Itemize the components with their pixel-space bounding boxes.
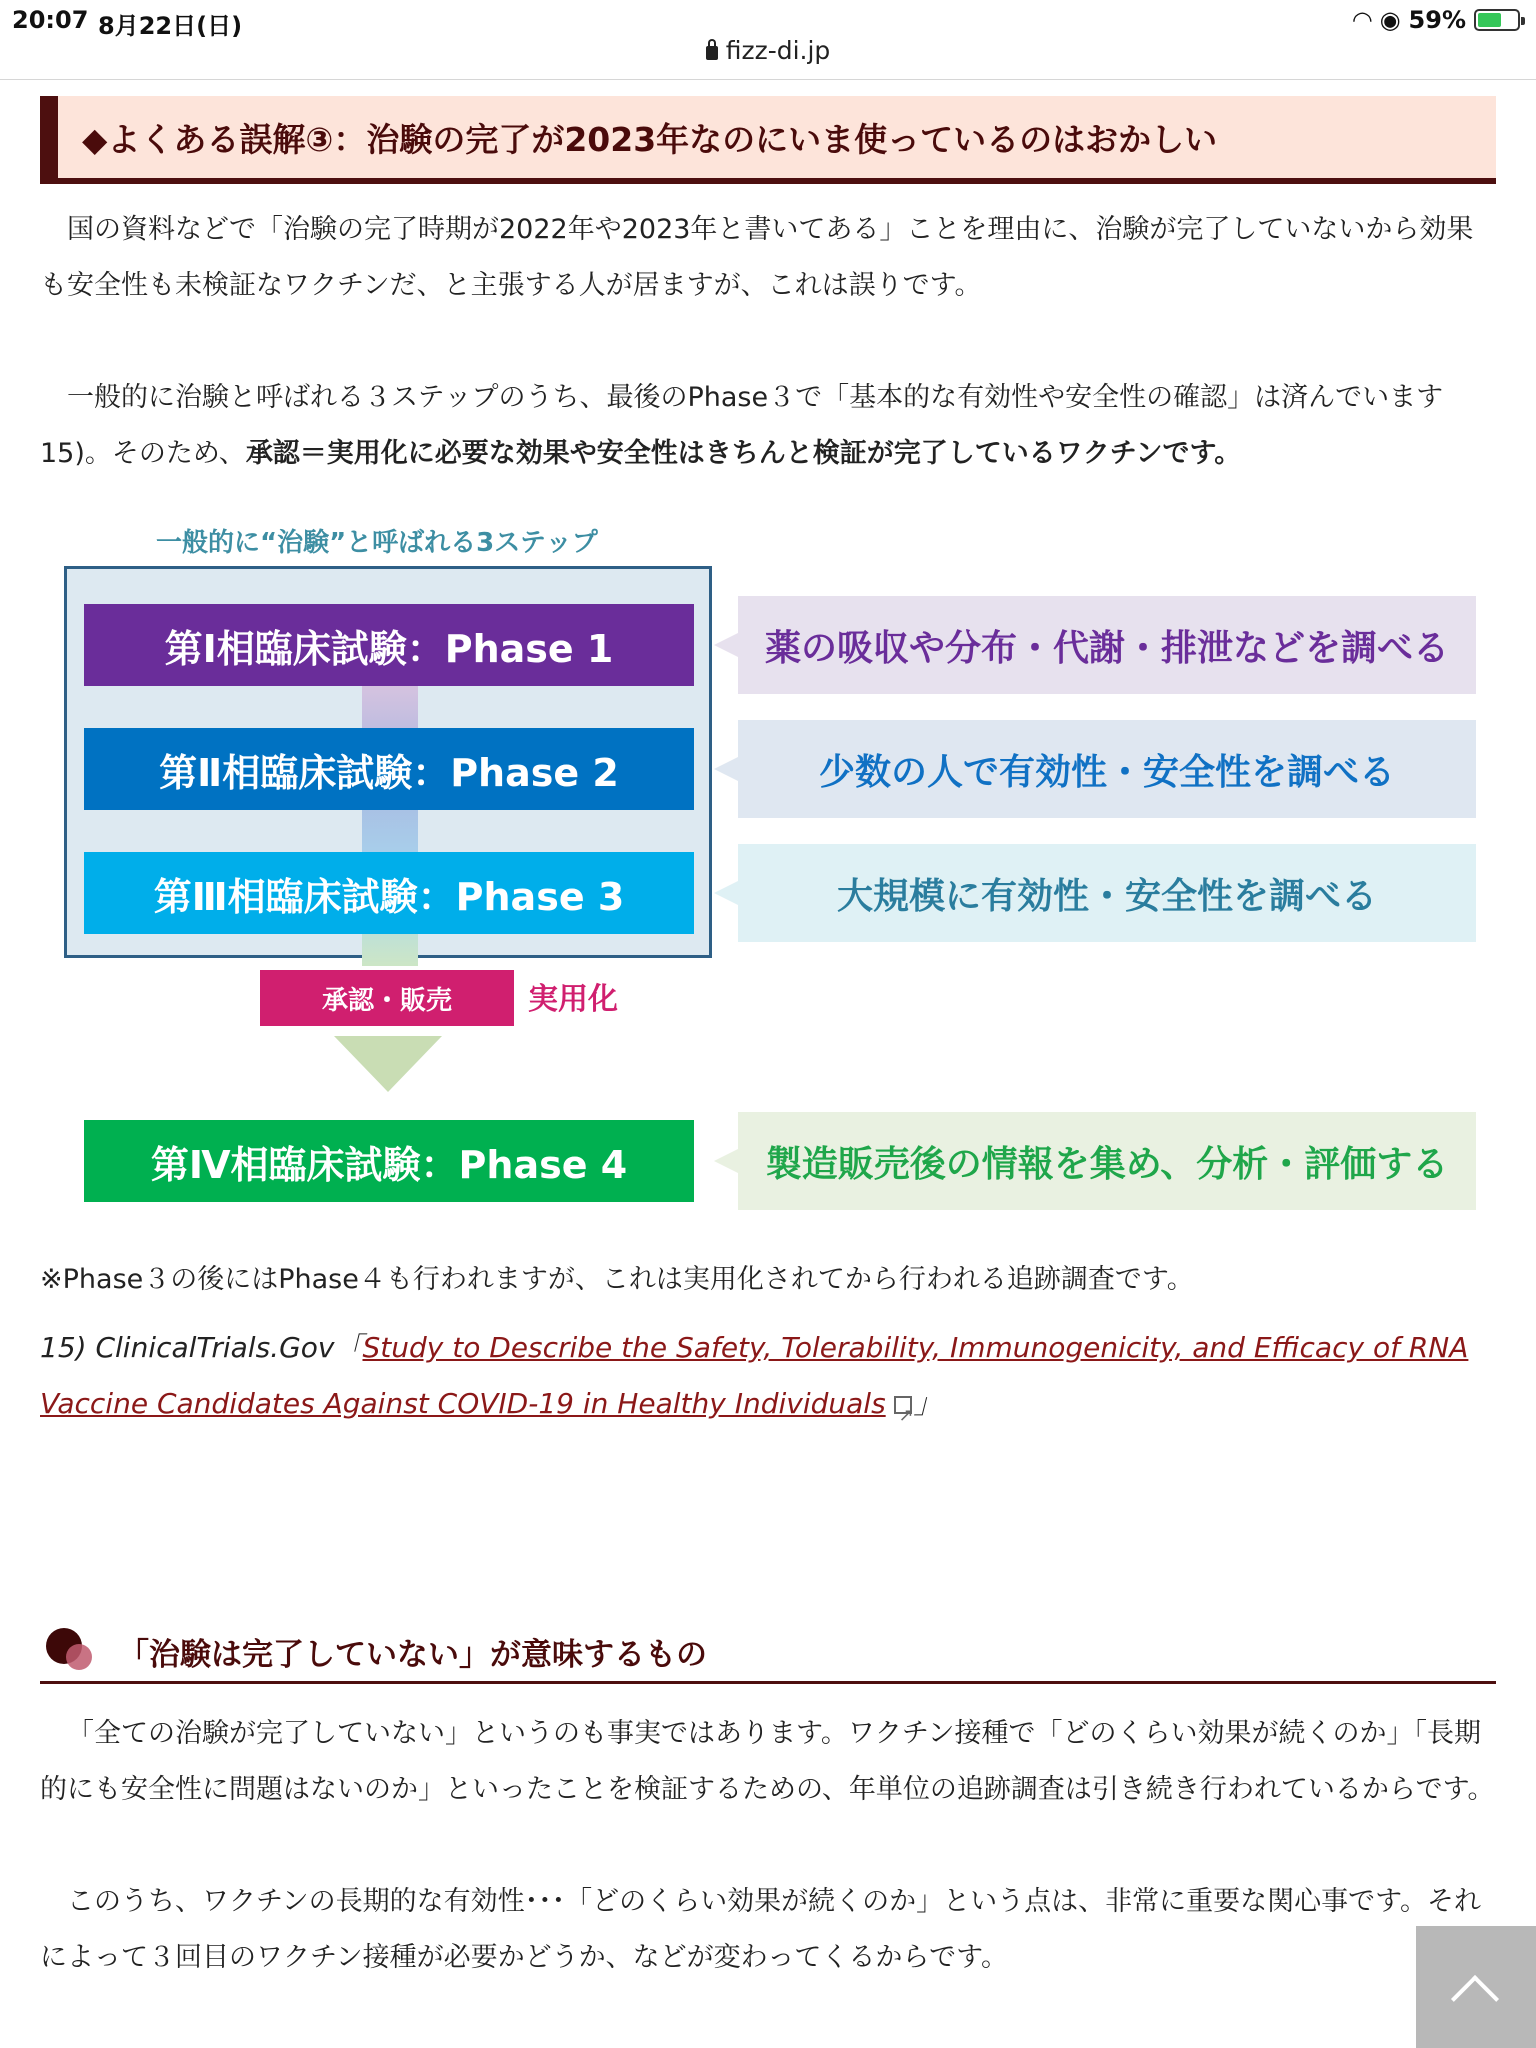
phase-note: ※Phase３の後にはPhase４も行われますが、これは実用化されてから行われる追跡調査です。 xyxy=(40,1264,1194,1295)
phase-4-box: 第Ⅳ相臨床試験：Phase 4 xyxy=(84,1120,694,1202)
battery-icon xyxy=(1474,9,1520,31)
address-bar[interactable] xyxy=(0,36,1536,80)
phase-1-description: 薬の吸収や分布・代謝・排泄などを調べる xyxy=(738,596,1476,694)
orientation-lock-icon: ◉ xyxy=(1379,6,1401,34)
phase-2-description: 少数の人で有効性・安全性を調べる xyxy=(738,720,1476,818)
paragraph-2-bold: 承認＝実用化に必要な効果や安全性はきちんと検証が完了しているワクチンです。 xyxy=(245,438,1242,469)
status-time: 20:07 xyxy=(12,6,89,34)
paragraph-2-text: 一般的に治験と呼ばれる３ステップのうち、最後のPhase３で「基本的な有効性や安全性の確認」は済んでいます15)。そのため、 xyxy=(40,382,1444,469)
article-content xyxy=(40,96,1496,1986)
subsection-paragraph-1: 「全ての治験が完了していない」というのも事実ではあります。ワクチン接種で「どのくらい効果が続くのか」「長期的にも安全性に問題はないのか」といったことを検証するための、年単位の追跡調査は引き続き行われているからです。 xyxy=(40,1718,1495,1805)
external-link-icon xyxy=(894,1396,912,1414)
phase-1-box: 第Ⅰ相臨床試験：Phase 1 xyxy=(84,604,694,686)
diagram-title: 一般的に“治験”と呼ばれる3ステップ xyxy=(156,528,598,558)
phase-4-pointer xyxy=(714,1149,738,1173)
phase-2-pointer xyxy=(714,757,738,781)
status-right xyxy=(1353,6,1520,34)
section-heading: ◆よくある誤解③：治験の完了が2023年なのにいま使っているのはおかしい xyxy=(40,96,1496,184)
wifi-icon: ◠ xyxy=(1353,6,1372,34)
phase-3-pointer xyxy=(714,881,738,905)
subsection-paragraph-2: このうち、ワクチンの長期的な有効性･･･「どのくらい効果が続くのか」という点は、非常に重要な関心事です。それによって３回目のワクチン接種が必要かどうか、などが変わってくるからです。 xyxy=(40,1886,1481,1973)
down-arrow-icon xyxy=(334,1036,442,1092)
scroll-to-top-button[interactable] xyxy=(1416,1926,1536,2048)
subsection-heading xyxy=(40,1622,1496,1684)
status-bar xyxy=(0,0,1536,40)
lock-icon xyxy=(706,46,718,60)
reference-prefix: 15) ClinicalTrials.Gov「 xyxy=(40,1331,363,1364)
phase-1-pointer xyxy=(714,633,738,657)
trial-phases-diagram xyxy=(40,522,1496,1222)
subsection-heading-text: 「治験は完了していない」が意味するもの xyxy=(118,1637,707,1673)
phase-4-description: 製造販売後の情報を集め、分析・評価する xyxy=(738,1112,1476,1210)
section-paragraph-2 xyxy=(40,370,1496,482)
reference-link[interactable]: Study to Describe the Safety, Tolerability, Immunogenicity, and Efficacy of RNA Vaccine Candidates Against COVID-19 in Healthy Individuals xyxy=(40,1331,1469,1420)
url-text: fizz-di.jp xyxy=(725,36,831,65)
reference-15 xyxy=(40,1320,1496,1432)
phase-2-box: 第Ⅱ相臨床試験：Phase 2 xyxy=(84,728,694,810)
practical-use-label: 実用化 xyxy=(528,982,618,1017)
phase-3-box: 第Ⅲ相臨床試験：Phase 3 xyxy=(84,852,694,934)
status-date: 8月22日(日) xyxy=(98,12,243,40)
heading-bullet-accent xyxy=(66,1644,92,1670)
section-paragraph-1: 国の資料などで「治験の完了時期が2022年や2023年と書いてある」ことを理由に、治験が完了していないから効果も安全性も未検証なワクチンだ、と主張する人が居ますが、これは誤りです。 xyxy=(40,214,1474,301)
battery-percent: 59% xyxy=(1408,6,1466,34)
reference-suffix: 」 xyxy=(913,1387,942,1420)
phase-3-description: 大規模に有効性・安全性を調べる xyxy=(738,844,1476,942)
approval-sales-label: 承認・販売 xyxy=(260,970,514,1026)
